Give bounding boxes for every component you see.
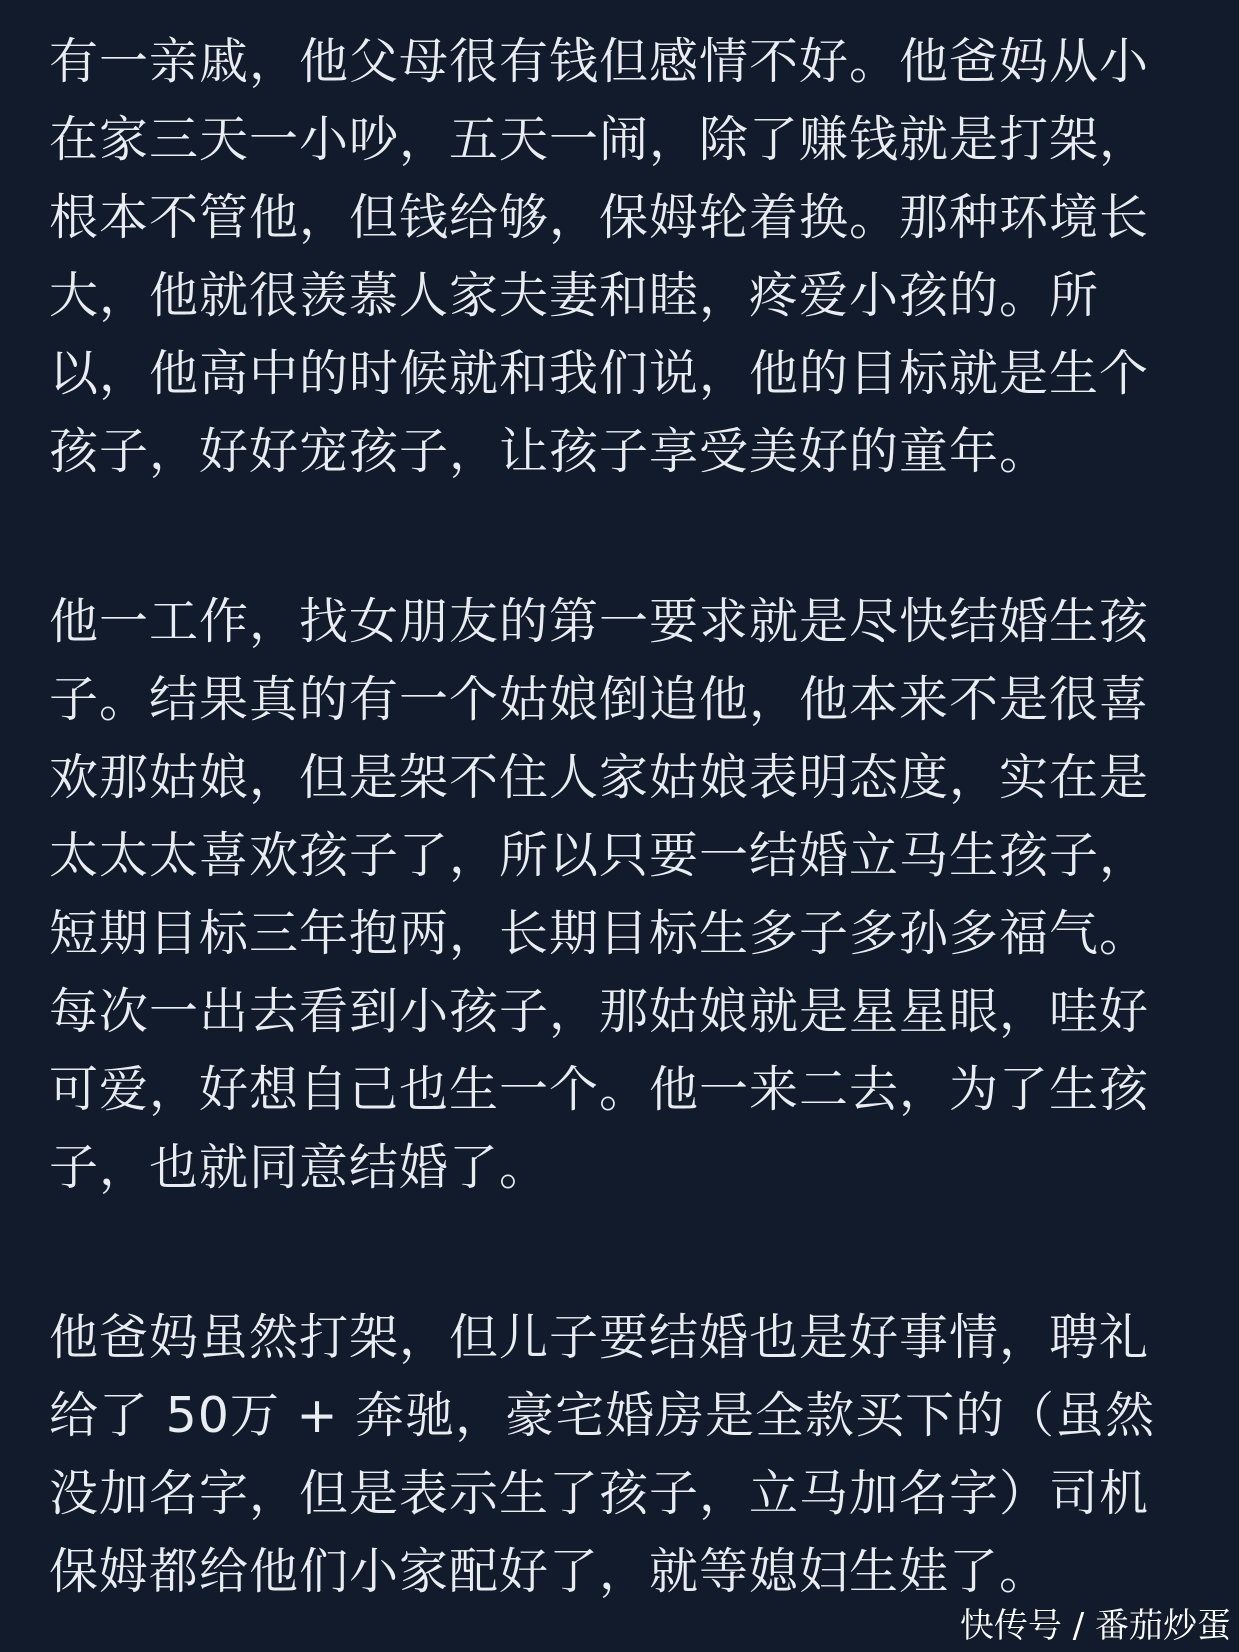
paragraph-2-line-3: 欢那姑娘，但是架不住人家姑娘表明态度，实在是 [49, 749, 1150, 806]
paragraph-2-line-4: 太太太喜欢孩子了，所以只要一结婚立马生孩子， [49, 827, 1150, 884]
paragraph-2-line-7: 可爱，好想自己也生一个。他一来二去，为了生孩 [49, 1061, 1150, 1118]
paragraph-1-line-5: 以，他高中的时候就和我们说，他的目标就是生个 [49, 345, 1150, 402]
paragraph-1-line-6: 孩子，好好宠孩子，让孩子享受美好的童年。 [49, 423, 1050, 480]
paragraph-1-line-4: 大，他就很羡慕人家夫妻和睦，疼爱小孩的。所 [49, 267, 1100, 324]
paragraph-2-line-2: 子。结果真的有一个姑娘倒追他，他本来不是很喜 [49, 671, 1150, 728]
paragraph-2-line-8: 子，也就同意结婚了。 [49, 1139, 550, 1196]
paragraph-1-line-2: 在家三天一小吵，五天一闹，除了赚钱就是打架， [49, 111, 1150, 168]
paragraph-2-line-1: 他一工作，找女朋友的第一要求就是尽快结婚生孩 [49, 593, 1150, 650]
paragraph-2-line-6: 每次一出去看到小孩子，那姑娘就是星星眼，哇好 [49, 983, 1150, 1040]
source-watermark: 快传号 / 番茄炒蛋 [959, 1606, 1231, 1646]
paragraph-3-line-3: 没加名字，但是表示生了孩子，立马加名字）司机 [49, 1465, 1150, 1522]
paragraph-1-line-3: 根本不管他，但钱给够，保姆轮着换。那种环境长 [49, 189, 1150, 246]
paragraph-1-line-1: 有一亲戚，他父母很有钱但感情不好。他爸妈从小 [49, 33, 1150, 90]
paragraph-3-line-1: 他爸妈虽然打架，但儿子要结婚也是好事情，聘礼 [49, 1309, 1150, 1366]
paragraph-3-line-4: 保姆都给他们小家配好了，就等媳妇生娃了。 [49, 1543, 1050, 1600]
paragraph-3-line-2: 给了 50万 + 奔驰，豪宅婚房是全款买下的（虽然 [49, 1387, 1156, 1444]
paragraph-2-line-5: 短期目标三年抱两，长期目标生多子多孙多福气。 [49, 905, 1150, 962]
